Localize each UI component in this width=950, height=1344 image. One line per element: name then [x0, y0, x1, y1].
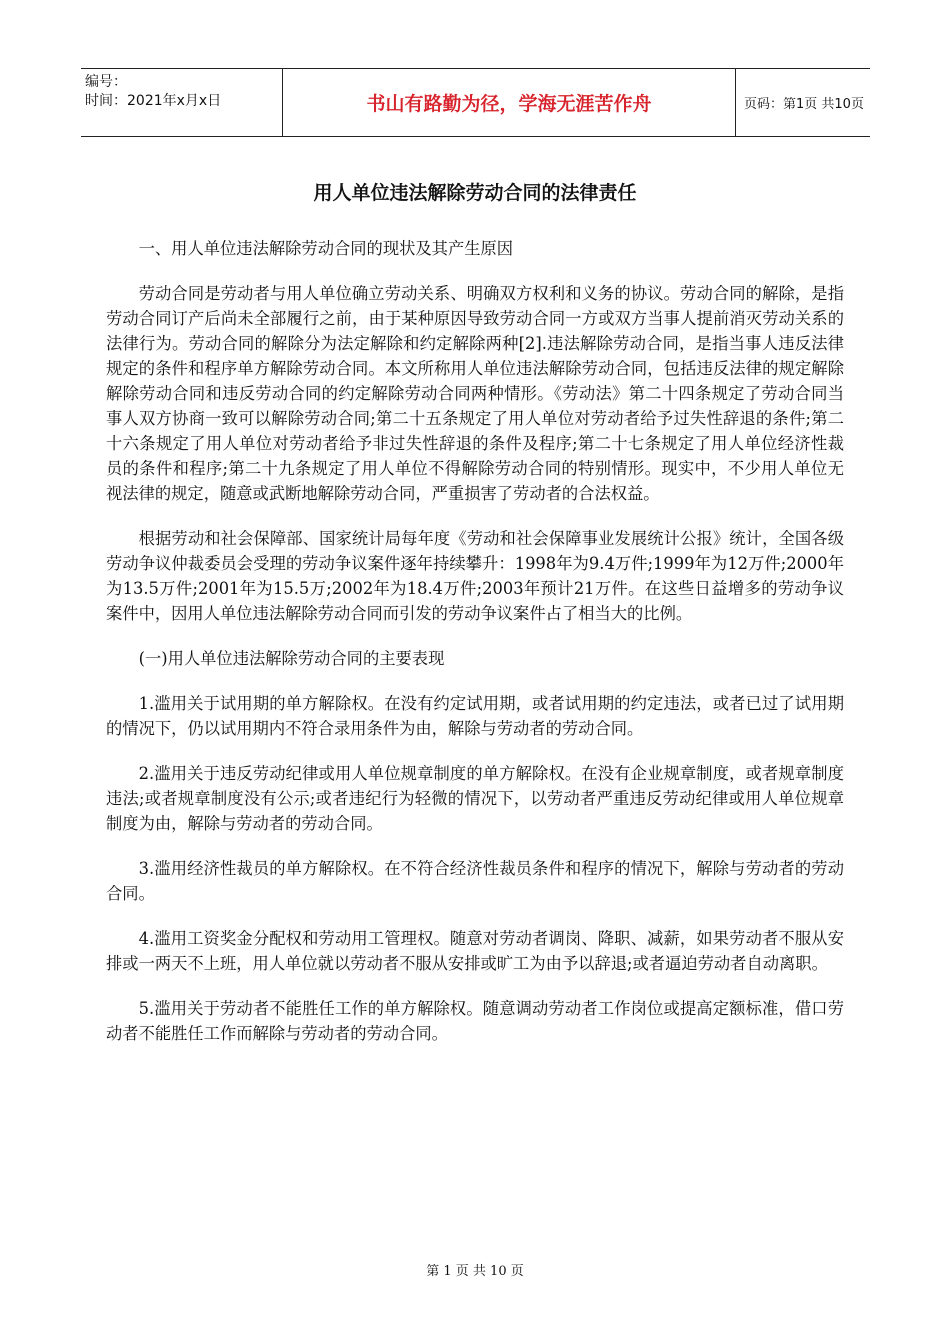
list-item: 5.滥用关于劳动者不能胜任工作的单方解除权。随意调动劳动者工作岗位或提高定额标准，借口劳动者不能胜任工作而解除与劳动者的劳动合同。	[106, 999, 844, 1043]
header-meta	[85, 73, 283, 111]
page-footer: 第 1 页 共 10 页	[426, 1264, 524, 1279]
list-item: 3.滥用经济性裁员的单方解除权。在不符合经济性裁员条件和程序的情况下，解除与劳动者的劳动合同。	[106, 859, 844, 903]
list-item: 4.滥用工资奖金分配权和劳动用工管理权。随意对劳动者调岗、降职、减薪，如果劳动者不服从安排或一两天不上班，用人单位就以劳动者不服从安排或旷工为由予以辞退;或者逼迫劳动者自动离职。	[106, 929, 844, 973]
section-heading: 一、用人单位违法解除劳动合同的现状及其产生原因	[138, 239, 514, 258]
date-line: 时间：2021年x月x日	[85, 93, 222, 109]
document-body	[106, 236, 844, 1066]
paragraph: 根据劳动和社会保障部、国家统计局每年度《劳动和社会保障事业发展统计公报》统计，全国各级劳动争议仲裁委员会受理的劳动争议案件逐年持续攀升：1998年为9.4万件;1999年为12万件;2000年为13.5万件;2001年为15.5万;2002年为18.4万件;2003年预计21万件。在这些日益增多的劳动争议案件中，因用人单位违法解除劳动合同而引发的劳动争议案件占了相当大的比例。	[106, 529, 844, 623]
document-title: 用人单位违法解除劳动合同的法律责任	[313, 182, 637, 204]
page-header	[81, 68, 870, 137]
header-motto: 书山有路勤为径，学海无涯苦作舟	[282, 69, 736, 136]
list-item: 2.滥用关于违反劳动纪律或用人单位规章制度的单方解除权。在没有企业规章制度，或者规章制度违法;或者规章制度没有公示;或者违纪行为轻微的情况下，以劳动者严重违反劳动纪律或用人单位规章制度为由，解除与劳动者的劳动合同。	[106, 764, 844, 833]
serial-number: 编号：	[85, 74, 127, 90]
subsection-heading: (一)用人单位违法解除劳动合同的主要表现	[138, 649, 445, 668]
paragraph: 劳动合同是劳动者与用人单位确立劳动关系、明确双方权利和义务的协议。劳动合同的解除，是指劳动合同订产后尚未全部履行之前，由于某种原因导致劳动合同一方或双方当事人提前消灭劳动关系的法律行为。劳动合同的解除分为法定解除和约定解除两种[2].违法解除劳动合同，是指当事人违反法律规定的条件和程序单方解除劳动合同。本文所称用人单位违法解除劳动合同，包括违反法律的规定解除解除劳动合同和违反劳动合同的约定解除劳动合同两种情形。《劳动法》第二十四条规定了劳动合同当事人双方协商一致可以解除劳动合同;第二十五条规定了用人单位对劳动者给予过失性辞退的条件;第二十六条规定了用人单位对劳动者给予非过失性辞退的条件及程序;第二十七条规定了用人单位经济性裁员的条件和程序;第二十九条规定了用人单位不得解除劳动合同的特别情形。现实中，不少用人单位无视法律的规定，随意或武断地解除劳动合同，严重损害了劳动者的合法权益。	[106, 284, 844, 503]
header-page-info: 页码：第1页 共10页	[744, 97, 864, 112]
list-item: 1.滥用关于试用期的单方解除权。在没有约定试用期，或者试用期的约定违法，或者已过了试用期的情况下，仍以试用期内不符合录用条件为由，解除与劳动者的劳动合同。	[106, 694, 844, 738]
